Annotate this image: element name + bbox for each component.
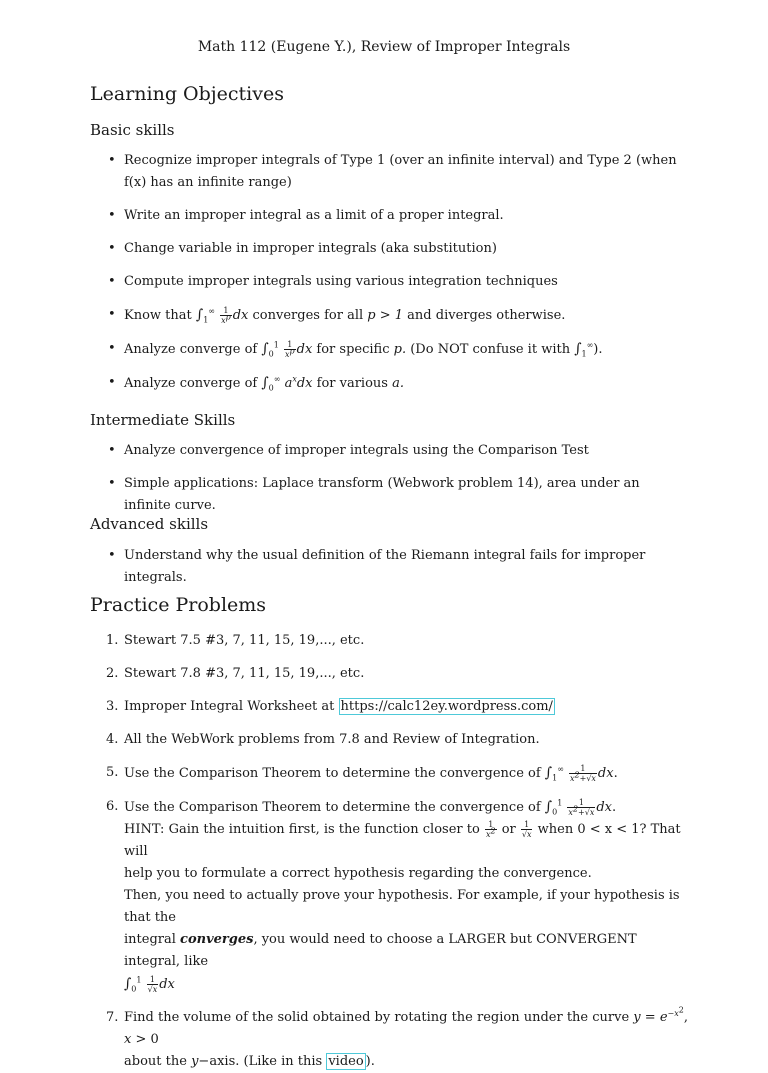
practice-problems-heading: Practice Problems [90,594,267,616]
intermediate-skills-list [90,440,690,517]
list-item: • Understand why the usual definition of the Riemann integral fails for improper integrals. [90,545,690,589]
practice-problems-list [90,630,690,1073]
list-item: 1. Stewart 7.5 #3, 7, 11, 15, 19,..., etc. [106,633,365,648]
intermediate-skills-heading: Intermediate Skills [90,411,236,429]
list-item: • Recognize improper integrals of Type 1 (over an infinite interval) and Type 2 (when f(x) has an infinite range) [90,150,690,194]
list-item: • Analyze convergence of improper integrals using the Comparison Test [90,440,690,462]
learning-objectives-heading: Learning Objectives [90,83,284,105]
advanced-skills-heading: Advanced skills [90,515,209,533]
document-title: Math 112 (Eugene Y.), Review of Improper Integrals [197,39,571,55]
video-link[interactable]: video [328,1054,364,1069]
list-item: 6. Use the Comparison Theorem to determine the convergence of $\int_0^1$ $\frac{1}{x^2+√x}$ dx. HINT: Gain the intuition first, is the function closer to $\frac{1}{x^2}$ or $\frac{1}{√x}$ when 0 < x < 1? That will help you to formulate a correct hypothesis regarding the convergence. Then, you need to actually prove your hypothesis. For example, if your hypothesis is that the integral converges, you would need to choose a LARGER but CONVERGENT integral, like $\int_0^1$ $\frac{1}{√x}$ dx [106,798,681,994]
basic-skills-list [90,150,690,395]
list-item: • Analyze converge of $\int_0^\infty$ $a^xdx$ for various a. [90,372,690,395]
list-item: 7. Find the volume of the solid obtained by rotating the region under the curve $y = e^{-x^2}$, x > 0 about the y−axis. (Like in this video ). [106,1005,688,1069]
list-item: • Know that $\int_1^\infty$ $\frac{1}{x^p}$ dx converges for all p > 1 and diverges otherwise. [90,304,690,327]
list-item: • Simple applications: Laplace transform (Webwork problem 14), area under an infinite curve. [90,473,690,517]
list-item: 5. Use the Comparison Theorem to determine the convergence of $\int_1^\infty$ $\frac{1}{x^2+√x}$ dx. [106,764,618,783]
list-item: • Compute improper integrals using various integration techniques [90,271,690,293]
list-item: • Change variable in improper integrals (aka substitution) [90,238,690,260]
list-item: 4. All the WebWork problems from 7.8 and Review of Integration. [106,732,540,747]
list-item: • Analyze converge of $\int_0^1$ $\frac{1}{x^p}$ dx for specific p. (Do NOT confuse it with $\int_1^\infty$). [90,338,690,361]
list-item: 2. Stewart 7.8 #3, 7, 11, 15, 19,..., etc. [106,666,365,681]
list-item: 3. Improper Integral Worksheet at https://calc12ey.wordpress.com/ [106,699,553,714]
basic-skills-heading: Basic skills [90,121,175,139]
list-item: • Write an improper integral as a limit of a proper integral. [90,205,690,227]
advanced-skills-list [90,545,690,589]
worksheet-link[interactable]: https://calc12ey.wordpress.com/ [340,699,553,714]
